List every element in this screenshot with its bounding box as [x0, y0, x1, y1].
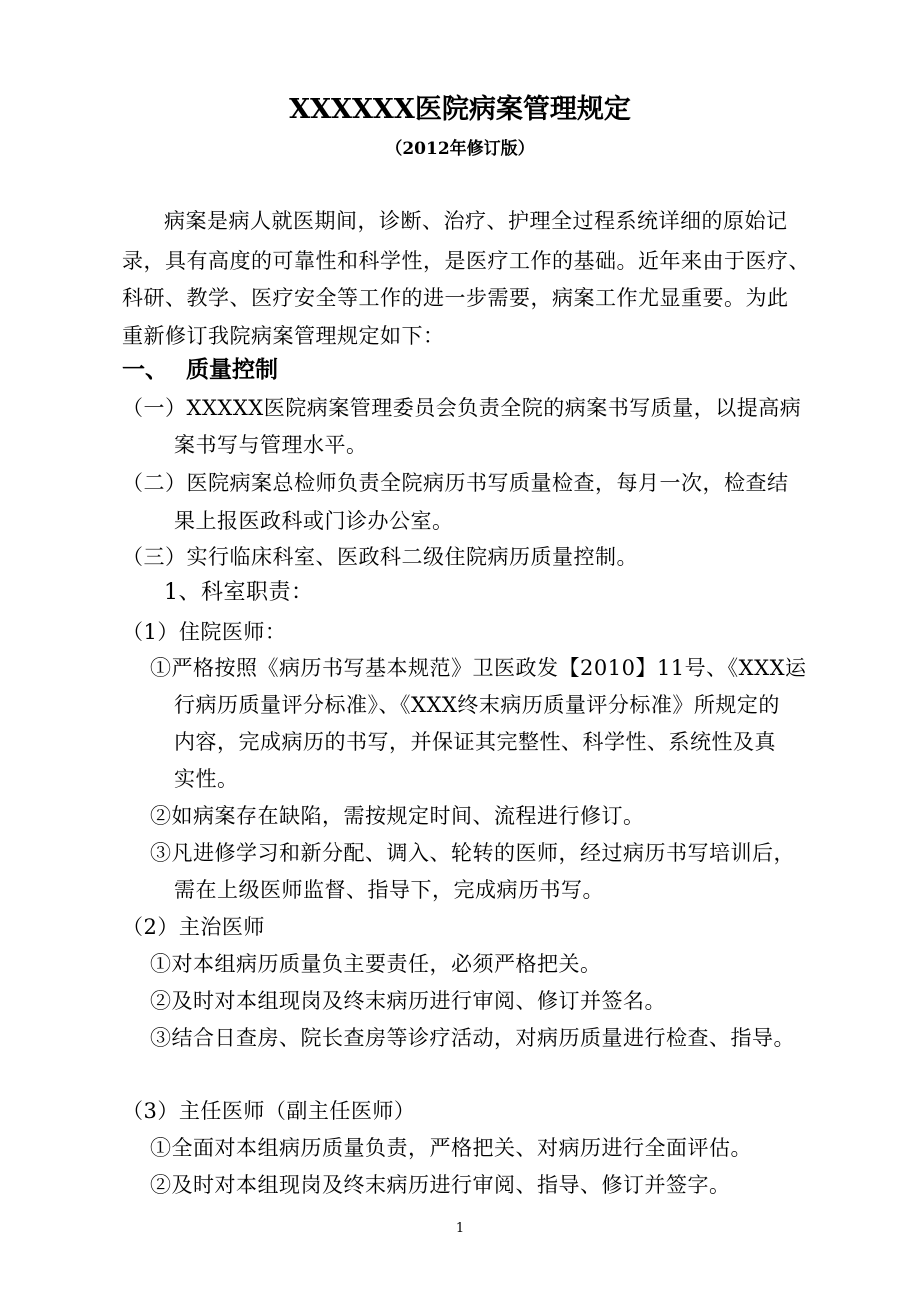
resident-p2: ②如病案存在缺陷，需按规定时间、流程进行修订。 [150, 804, 645, 828]
section-heading-quality-control [122, 354, 278, 386]
section-title: 质量控制 [186, 357, 278, 383]
section-number: 一、 [122, 357, 168, 383]
resident-p1-line-1: ①严格按照《病历书写基本规范》卫医政发【2010】11号、《XXX运 [150, 656, 807, 680]
sub-heading-dept-duties: 1、科室职责： [164, 580, 314, 605]
item-1-line-1: （一）XXXXX医院病案管理委员会负责全院的病案书写质量，以提高病 [122, 396, 802, 420]
document-subtitle: （2012年修订版） [385, 139, 535, 159]
intro-line-3: 科研、教学、医疗安全等工作的进一步需要，病案工作尤显重要。为此 [122, 286, 789, 310]
item-1-line-2: 案书写与管理水平。 [174, 433, 368, 457]
attending-p3: ③结合日查房、院长查房等诊疗活动，对病历质量进行检查、指导。 [150, 1026, 795, 1050]
resident-p1-line-4: 实性。 [174, 767, 239, 791]
intro-line-4: 重新修订我院病案管理规定如下： [122, 324, 445, 348]
resident-p1-line-2: 行病历质量评分标准》、《XXX终末病历质量评分标准》所规定的 [174, 693, 780, 717]
chief-p1: ①全面对本组病历质量负责，严格把关、对病历进行全面评估。 [150, 1136, 752, 1160]
item-2-line-1: （二）医院病案总检师负责全院病历书写质量检查，每月一次，检查结 [122, 471, 789, 495]
intro-line-1: 病案是病人就医期间，诊断、治疗、护理全过程系统详细的原始记 [164, 209, 788, 233]
resident-p3-line-1: ③凡进修学习和新分配、调入、轮转的医师，经过病历书写培训后， [150, 841, 795, 865]
resident-p3-line-2: 需在上级医师监督、指导下，完成病历书写。 [174, 878, 604, 902]
chief-heading: （3）主任医师（副主任医师） [122, 1099, 416, 1123]
chief-p2: ②及时对本组现岗及终末病历进行审阅、指导、修订并签字。 [150, 1173, 731, 1197]
attending-p2: ②及时对本组现岗及终末病历进行审阅、修订并签名。 [150, 989, 666, 1013]
document-title: XXXXXX医院病案管理规定 [289, 94, 631, 125]
page-number: 1 [455, 1221, 465, 1236]
resident-p1-line-3: 内容，完成病历的书写，并保证其完整性、科学性、系统性及真 [174, 730, 776, 754]
attending-p1: ①对本组病历质量负主要责任，必须严格把关。 [150, 952, 602, 976]
attending-heading: （2）主治医师 [122, 915, 265, 939]
item-2-line-2: 果上报医政科或门诊办公室。 [174, 509, 454, 533]
resident-heading: （1）住院医师： [122, 620, 287, 644]
intro-line-2: 录，具有高度的可靠性和科学性，是医疗工作的基础。近年来由于医疗、 [122, 249, 810, 273]
item-3-line: （三）实行临床科室、医政科二级住院病历质量控制。 [122, 545, 638, 569]
